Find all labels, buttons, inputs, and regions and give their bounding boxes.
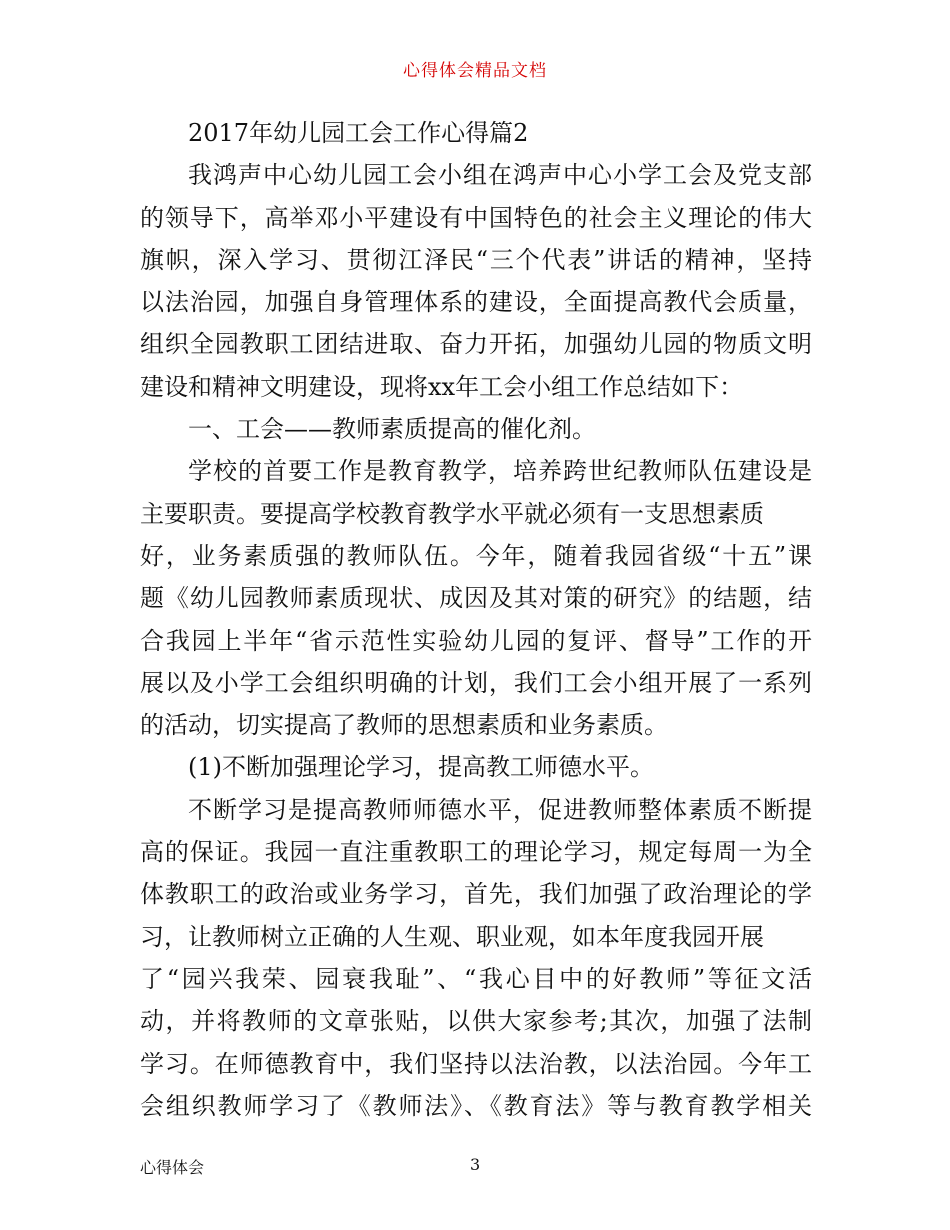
text-line: 会组织教师学习了《教师法》、《教育法》等与教育教学相关 <box>140 1091 812 1120</box>
document-body <box>140 112 812 1127</box>
text-line: 习，让教师树立正确的人生观、职业观，如本年度我园开展 <box>140 922 764 951</box>
text-line: 我鸿声中心幼儿园工会小组在鸿声中心小学工会及党支部 <box>188 161 812 190</box>
text-line: 组织全园教职工团结进取、奋力开拓，加强幼儿园的物质文明 <box>140 330 812 359</box>
text-line: 展以及小学工会组织明确的计划，我们工会小组开展了一系列 <box>140 668 812 697</box>
text-line: 的领导下，高举邓小平建设有中国特色的社会主义理论的伟大 <box>140 203 812 232</box>
text-line: 动，并将教师的文章张贴，以供大家参考;其次，加强了法制 <box>140 1007 812 1036</box>
footer-label: 心得体会 <box>140 1158 205 1177</box>
text-line: 合我园上半年“省示范性实验幼儿园的复评、督导”工作的开 <box>140 626 812 655</box>
text-line: 一、工会——教师素质提高的催化剂。 <box>188 415 596 444</box>
text-line: 体教职工的政治或业务学习，首先，我们加强了政治理论的学 <box>140 880 812 909</box>
text-line: 旗帜，深入学习、贯彻江泽民“三个代表”讲话的精神，坚持 <box>140 245 812 274</box>
page-number: 3 <box>470 1155 481 1174</box>
text-line: 2017年幼儿园工会工作心得篇2 <box>188 119 529 147</box>
text-line: 不断学习是提高教师师德水平，促进教师整体素质不断提 <box>188 795 812 824</box>
text-line: 学习。在师德教育中，我们坚持以法治教，以法治园。今年工 <box>140 1049 812 1078</box>
text-line: 的活动，切实提高了教师的思想素质和业务素质。 <box>140 711 668 740</box>
text-line: 了“园兴我荣、园衰我耻”、“我心目中的好教师”等征文活 <box>140 964 812 993</box>
text-line: 以法治园，加强自身管理体系的建设，全面提高教代会质量， <box>140 288 812 317</box>
text-line: 题《幼儿园教师素质现状、成因及其对策的研究》的结题，结 <box>140 584 812 613</box>
text-line: 好，业务素质强的教师队伍。今年，随着我园省级“十五”课 <box>140 541 812 570</box>
text-line: 主要职责。要提高学校教育教学水平就必须有一支思想素质 <box>140 499 764 528</box>
document-header-title: 心得体会精品文档 <box>403 61 547 81</box>
text-line: 建设和精神文明建设，现将xx年工会小组工作总结如下： <box>140 372 744 401</box>
text-line: (1)不断加强理论学习，提高教工师德水平。 <box>188 753 654 782</box>
text-line: 高的保证。我园一直注重教职工的理论学习，规定每周一为全 <box>140 838 812 867</box>
text-line: 学校的首要工作是教育教学，培养跨世纪教师队伍建设是 <box>188 457 812 486</box>
